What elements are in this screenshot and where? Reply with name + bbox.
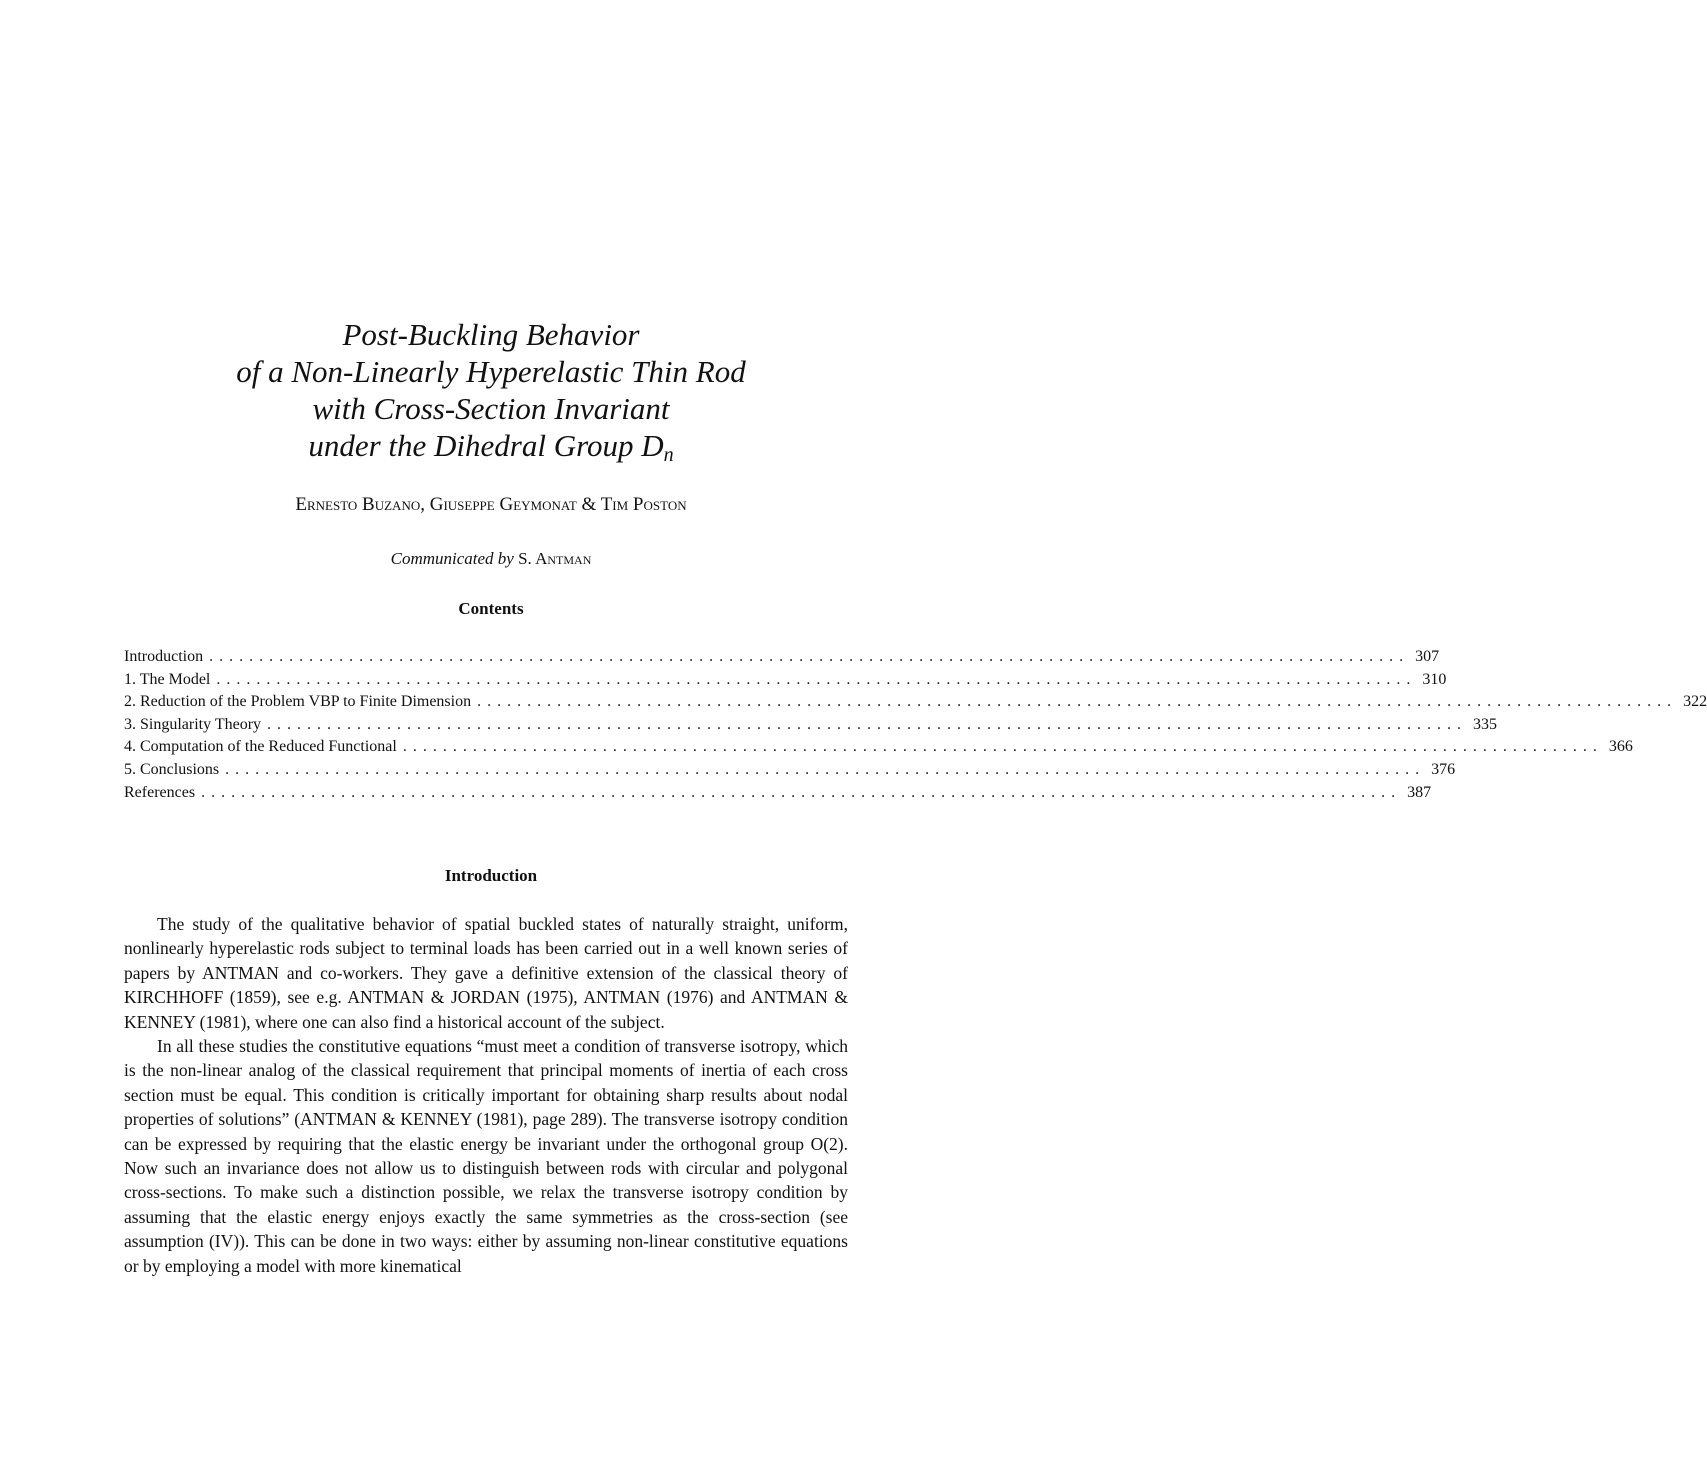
toc-leader-dots: ........................................................................................................................ <box>209 648 1410 665</box>
title-line-2: of a Non-Linearly Hyperelastic Thin Rod <box>236 354 746 389</box>
communicator-name: S. Antman <box>518 549 592 568</box>
title-line-3: with Cross-Section Invariant <box>312 391 670 426</box>
title-line-4 <box>0 427 982 464</box>
toc-leader-dots: ........................................................................................................................ <box>477 693 1678 711</box>
author-list: Ernesto Buzano, Giuseppe Geymonat & Tim Poston <box>295 494 687 515</box>
table-of-contents <box>124 646 1707 804</box>
communicated-by <box>0 549 982 569</box>
toc-entry <box>124 646 1440 669</box>
toc-entry <box>124 691 1707 714</box>
toc-entry-label: 1. The Model <box>124 670 211 688</box>
introduction-body <box>124 912 848 1278</box>
toc-entry <box>124 714 1498 737</box>
toc-entry-page: 307 <box>1415 648 1440 665</box>
toc-leader-dots: ........................................................................................................................ <box>201 783 1402 801</box>
toc-entry-label: 3. Singularity Theory <box>124 715 262 733</box>
toc-entry-label: 2. Reduction of the Problem VBP to Finite Dimension <box>124 693 472 711</box>
toc-entry <box>124 782 1432 805</box>
toc-entry <box>124 669 1447 692</box>
toc-entry-page: 322 <box>1683 693 1707 711</box>
contents-heading: Contents <box>458 599 524 618</box>
toc-entry-page: 376 <box>1431 760 1456 778</box>
toc-entry <box>124 759 1456 782</box>
toc-leader-dots: ........................................................................................................................ <box>402 738 1603 756</box>
toc-entry-page: 335 <box>1473 715 1498 733</box>
toc-entry-page: 366 <box>1608 738 1633 756</box>
toc-leader-dots: ........................................................................................................................ <box>267 715 1468 733</box>
toc-entry-page: 310 <box>1422 670 1447 688</box>
toc-entry-label: 4. Computation of the Reduced Functional <box>124 738 397 756</box>
title-line-4-text: under the Dihedral Group D <box>308 428 664 463</box>
toc-entry-label: 5. Conclusions <box>124 760 220 778</box>
toc-leader-dots: ........................................................................................................................ <box>216 670 1417 688</box>
toc-entry-label: References <box>124 783 196 801</box>
toc-leader-dots: ........................................................................................................................ <box>225 760 1426 778</box>
title-line-1: Post-Buckling Behavior <box>342 317 640 352</box>
body-paragraph: In all these studies the constitutive equations “must meet a condition of transverse isotropy, which is the non-linear analog of the classical requirement that principal moments of inertia of each cross section must be equal. This condition is critically important for obtaining sharp results about nodal properties of solutions” (ANTMAN & KENNEY (1981), page 289). The transverse isotropy condition can be expressed by requiring that the elastic energy be invariant under the orthogonal group O(2). Now such an invariance does not allow us to distinguish between rods with circular and polygonal cross-sections. To make such a distinction possible, we relax the transverse isotropy condition by assuming that the elastic energy enjoys exactly the same symmetries as the cross-section (see assumption (IV)). This can be done in two ways: either by assuming non-linear constitutive equations or by employing a model with more kinematical <box>124 1036 848 1276</box>
toc-entry-label: Introduction <box>124 648 204 665</box>
introduction-heading: Introduction <box>444 866 538 885</box>
toc-entry-page: 387 <box>1407 783 1432 801</box>
communicated-prefix: Communicated by <box>390 549 514 568</box>
paper-title <box>0 316 982 464</box>
body-paragraph: The study of the qualitative behavior of spatial buckled states of naturally straight, uniform, nonlinearly hyperelastic rods subject to terminal loads has been carried out in a well known series of papers by ANTMAN and co-workers. They gave a definitive extension of the classical theory of KIRCHHOFF (1859), see e.g. ANTMAN & JORDAN (1975), ANTMAN (1976) and ANTMAN & KENNEY (1981), where one can also find a historical account of the subject. <box>124 914 848 1032</box>
title-subscript: n <box>663 444 674 466</box>
toc-entry <box>124 736 1633 759</box>
